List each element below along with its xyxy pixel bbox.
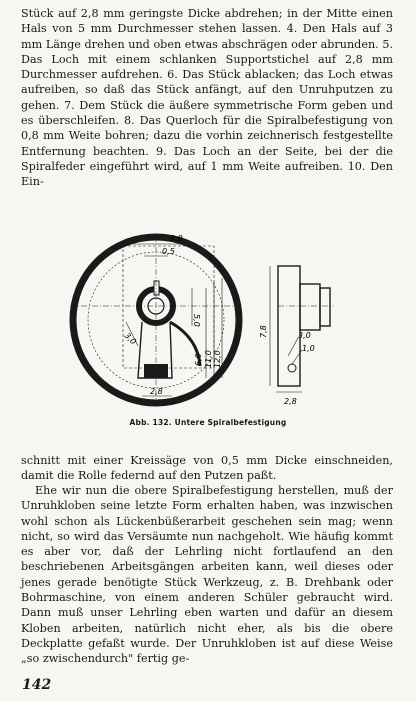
- dim-6-0: 6,0: [194, 353, 203, 366]
- paragraph-1: Stück auf 2,8 mm geringste Dicke abdrehen; in der Mitte einen Hals von 5 mm Durchmesser stehen lassen. 4. Den Hals auf 3 mm Länge drehen und oben etwas abschrägen oder abrunden. 5. Das Loch mit einem schlanken Supportstichel auf 2,8 mm Durchmesser aufdrehen. 6. Das Stück ablacken; das Loch etwas aufreiben, so daß das Stück anfängt, auf den Unruhputzen zu gehen. 7. Dem Stück die äußere symmetrische Form geben und es überschleifen. 8. Das Querloch für die Spiralbefestigung von 0,8 mm Weite bohren; dazu die vorhin zeichnerisch festgestellte Entfernung beachten. 9. Das Loch an der Seite, bei der die Spiralfeder eingeführt wird, auf 1 mm Weite aufreiben. 10. Den Ein-: [21, 7, 393, 189]
- dim-11-0: 11,0: [204, 350, 213, 368]
- dim-2-8-right: 2,8: [284, 397, 297, 406]
- dim-7-8: 7,8: [259, 325, 268, 338]
- dim-12-0: 12,0: [213, 350, 222, 368]
- dim-1-0: 1,0: [302, 344, 315, 353]
- dim-3-0-left: 3,0: [122, 331, 138, 347]
- dim-2-8-left: 2,8: [150, 387, 163, 396]
- figure-caption: Abb. 132. Untere Spiralbefestigung: [129, 418, 287, 427]
- figure-lower-spring-attachment: [30, 226, 386, 416]
- dim-3-0-right: 3,0: [298, 331, 311, 340]
- disc-front-view: [70, 236, 240, 404]
- dim-9-0: 9,0: [170, 234, 183, 243]
- dim-5-0: 5,0: [192, 314, 201, 327]
- paragraph-2: schnitt mit einer Kreissäge von 0,5 mm Dicke einschneiden, damit die Rolle federnd auf den Putzen paßt.: [21, 454, 393, 483]
- paragraph-3: Ehe wir nun die obere Spiralbefestigung herstellen, muß der Unruhkloben seine letzte Form erhalten haben, was inzwischen wohl schon als Lückenbüßerarbeit geschehen sein mag; wenn nicht, so wird das Versäumte nun nachgeholt. Wie häufig kommt es aber vor, daß der Lehrling nicht fortlaufend an den beschriebenen Arbeitsgängen arbeiten kann, weil dieses oder jenes gerade benötigte Stück Werkzeug, z. B. Drehbank oder Bohrmaschine, von einem anderen Schüler gebraucht wird. Dann muß unser Lehrling eben warten und dafür an diesem Kloben arbeiten, natürlich nicht eher, als bis die obere Deckplatte gefaßt wurde. Der Unruhkloben ist auf diese Weise „so zwischendurch" fertig ge-: [21, 484, 393, 666]
- dim-0-5: 0,5: [162, 247, 175, 256]
- page-number: 142: [22, 677, 52, 693]
- disc-side-view: [270, 266, 334, 392]
